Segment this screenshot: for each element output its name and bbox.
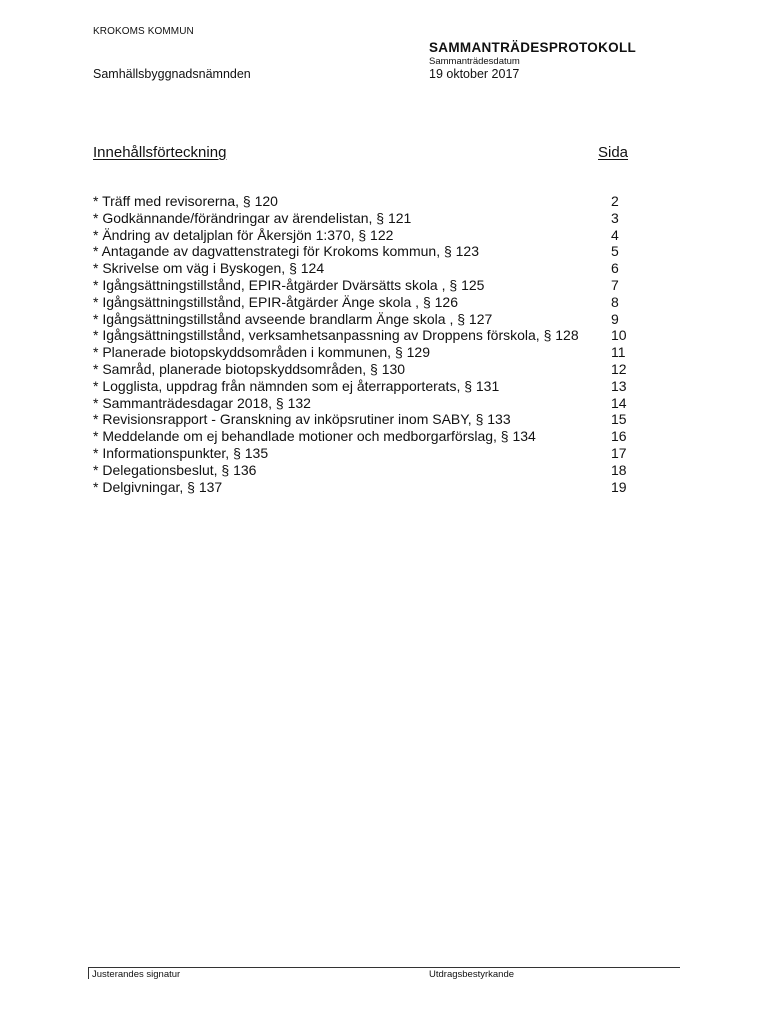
toc-item-page: 10 <box>611 327 627 344</box>
toc-item-text: * Informationspunkter, § 135 <box>93 444 269 461</box>
toc-item-page: 6 <box>611 260 619 277</box>
footer-divider-tick <box>88 967 89 979</box>
toc-item <box>93 428 633 445</box>
document-type: SAMMANTRÄDESPROTOKOLL <box>429 40 637 55</box>
toc-item <box>93 445 633 462</box>
board-name: Samhällsbyggnadsnämnden <box>93 67 251 81</box>
toc-item-page: 11 <box>611 344 626 361</box>
extract-certification-label: Utdragsbestyrkande <box>429 969 515 980</box>
footer-divider <box>88 967 680 968</box>
toc-item-text: * Ändring av detaljplan för Åkersjön 1:370, § 122 <box>93 226 394 243</box>
meeting-date-label: Sammanträdesdatum <box>429 56 520 67</box>
toc-item-page: 4 <box>611 226 619 243</box>
toc-item <box>93 193 633 210</box>
toc-item-text: * Igångsättningstillstånd, EPIR-åtgärder Änge skola , § 126 <box>93 293 458 310</box>
toc-item-text: * Revisionsrapport - Granskning av inköpsrutiner inom SABY, § 133 <box>93 411 511 428</box>
toc-item-page: 17 <box>611 444 627 461</box>
toc-item <box>93 327 633 344</box>
toc-item <box>93 395 633 412</box>
toc-item-text: * Logglista, uppdrag från nämnden som ej återrapporterats, § 131 <box>93 377 500 394</box>
toc-item <box>93 479 633 496</box>
meeting-date: 19 oktober 2017 <box>429 67 520 81</box>
toc-item-text: * Meddelande om ej behandlade motioner och medborgarförslag, § 134 <box>93 428 536 445</box>
toc-title: Innehållsförteckning <box>93 144 227 161</box>
toc-item <box>93 243 633 260</box>
toc-item-text: * Delgivningar, § 137 <box>93 478 223 495</box>
toc-item-text: * Sammanträdesdagar 2018, § 132 <box>93 394 311 411</box>
toc-item-page: 5 <box>611 243 619 260</box>
toc-page-heading: Sida <box>598 144 629 161</box>
toc-item-page: 2 <box>611 193 619 209</box>
toc-item <box>93 294 633 311</box>
toc-item-text: * Igångsättningstillstånd, EPIR-åtgärder Dvärsätts skola , § 125 <box>93 276 485 293</box>
toc-item <box>93 210 633 227</box>
toc-item <box>93 260 633 277</box>
toc-item <box>93 344 633 361</box>
organization-name: KROKOMS KOMMUN <box>93 26 194 37</box>
toc-item <box>93 311 633 328</box>
toc-item-page: 19 <box>611 478 627 495</box>
toc-item-text: * Igångsättningstillstånd, verksamhetsanpassning av Droppens förskola, § 128 <box>93 327 579 344</box>
toc-item-page: 14 <box>611 394 627 411</box>
toc-item-page: 9 <box>611 310 619 327</box>
signature-label: Justerandes signatur <box>92 969 181 980</box>
toc-item <box>93 462 633 479</box>
toc-list <box>93 193 633 495</box>
toc-item-page: 13 <box>611 377 627 394</box>
toc-item <box>93 277 633 294</box>
toc-item-text: * Delegationsbeslut, § 136 <box>93 461 257 478</box>
toc-item-text: * Skrivelse om väg i Byskogen, § 124 <box>93 260 325 277</box>
toc-item-text: * Godkännande/förändringar av ärendelistan, § 121 <box>93 209 412 226</box>
toc-item-page: 3 <box>611 209 619 226</box>
toc-item-text: * Träff med revisorerna, § 120 <box>93 193 278 209</box>
toc-item <box>93 361 633 378</box>
toc-item <box>93 378 633 395</box>
toc-item-text: * Samråd, planerade biotopskyddsområden, § 130 <box>93 360 406 377</box>
toc-item-page: 12 <box>611 360 627 377</box>
toc-item-text: * Igångsättningstillstånd avseende brandlarm Änge skola , § 127 <box>93 310 493 327</box>
toc-item-page: 18 <box>611 461 627 478</box>
toc-item <box>93 227 633 244</box>
toc-item <box>93 411 633 428</box>
toc-item-text: * Planerade biotopskyddsområden i kommunen, § 129 <box>93 344 430 361</box>
toc-item-page: 16 <box>611 428 627 445</box>
toc-item-text: * Antagande av dagvattenstrategi för Krokoms kommun, § 123 <box>93 243 480 260</box>
toc-item-page: 15 <box>611 411 627 428</box>
toc-item-page: 8 <box>611 293 619 310</box>
toc-item-page: 7 <box>611 276 619 293</box>
